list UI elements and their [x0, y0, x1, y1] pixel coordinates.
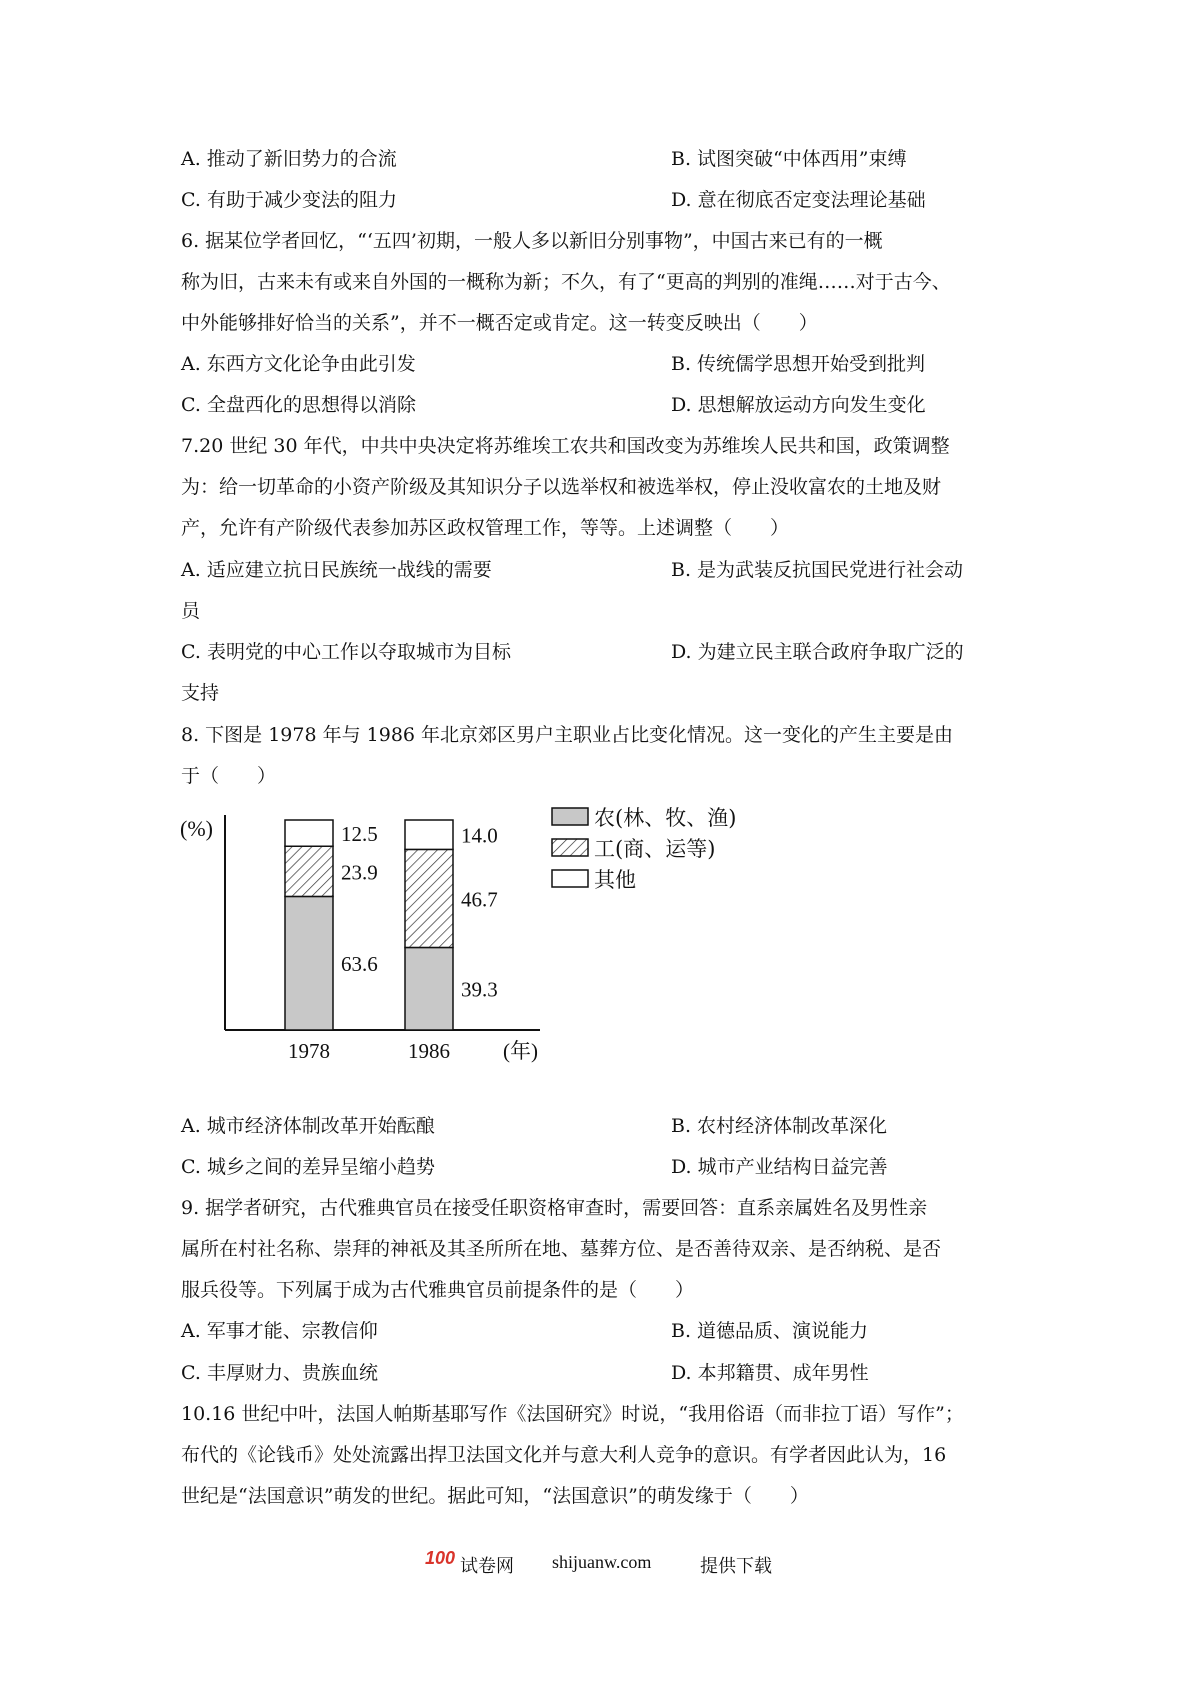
bar-1986-series-0: [405, 947, 453, 1030]
site-logo: 100: [425, 1548, 456, 1568]
q8-stem-line1: 8. 下图是 1978 年与 1986 年北京郊区男户主职业占比变化情况。这一变化的产生主要是由: [181, 724, 954, 746]
q8-stem-line2: 于（ ）: [181, 765, 277, 787]
q9-option-c: C. 丰厚财力、贵族血统: [181, 1362, 378, 1384]
legend-label-2: 其他: [594, 868, 636, 892]
occupation-share-chart: [170, 800, 800, 1070]
bar-1978-series-2: [285, 820, 333, 846]
legend-swatch-0: [552, 808, 588, 825]
value-label-1986-series-2: 14.0: [461, 823, 498, 848]
q5-option-b: B. 试图突破“中体西用”束缚: [671, 148, 907, 170]
q10-stem-line1: 10.16 世纪中叶，法国人帕斯基耶写作《法国研究》时说，“我用俗语（而非拉丁语）写作”；: [181, 1403, 964, 1425]
value-label-1978-series-2: 12.5: [341, 822, 378, 847]
bars-group: [285, 820, 498, 1063]
q7-option-b-continued: 员: [181, 600, 201, 622]
footer-download: 提供下载: [700, 1556, 772, 1576]
q6-stem-line3: 中外能够排好恰当的关系”，并不一概否定或肯定。这一转变反映出（ ）: [181, 312, 818, 334]
bar-1986-series-2: [405, 820, 453, 849]
q10-stem-line3: 世纪是“法国意识”萌发的世纪。据此可知，“法国意识”的萌发缘于（ ）: [181, 1485, 809, 1507]
q6-stem-line2: 称为旧，古来未有或来自外国的一概称为新；不久，有了“更高的判别的准绳……对于古今、: [181, 271, 951, 293]
q8-option-d: D. 城市产业结构日益完善: [671, 1156, 888, 1178]
value-label-1978-series-0: 63.6: [341, 952, 378, 977]
value-label-1986-series-0: 39.3: [461, 977, 498, 1002]
legend-swatch-1: [552, 839, 588, 856]
q9-option-b: B. 道德品质、演说能力: [671, 1320, 869, 1342]
q8-option-c: C. 城乡之间的差异呈缩小趋势: [181, 1156, 435, 1178]
q7-stem-line2: 为：给一切革命的小资产阶级及其知识分子以选举权和被选举权，停止没收富农的土地及财: [181, 476, 942, 498]
q6-option-c: C. 全盘西化的思想得以消除: [181, 394, 416, 416]
footer-url[interactable]: shijuanw.com: [552, 1552, 652, 1572]
q5-option-d: D. 意在彻底否定变法理论基础: [671, 189, 926, 211]
x-axis-label: (年): [503, 1039, 538, 1063]
value-label-1986-series-1: 46.7: [461, 887, 498, 912]
legend: [552, 806, 736, 892]
q9-stem-line3: 服兵役等。下列属于成为古代雅典官员前提条件的是（ ）: [181, 1279, 695, 1301]
legend-label-0: 农(林、牧、渔): [594, 806, 737, 830]
bar-1986-series-1: [405, 849, 453, 947]
q6-option-a: A. 东西方文化论争由此引发: [181, 353, 416, 375]
q6-option-b: B. 传统儒学思想开始受到批判: [671, 353, 926, 375]
bar-1978-series-1: [285, 846, 333, 896]
q7-option-c: C. 表明党的中心工作以夺取城市为目标: [181, 641, 511, 663]
bar-1978-series-0: [285, 896, 333, 1030]
q7-option-a: A. 适应建立抗日民族统一战线的需要: [181, 559, 492, 581]
q7-option-b: B. 是为武装反抗国民党进行社会动: [671, 559, 964, 581]
q7-stem-line1: 7.20 世纪 30 年代，中共中央决定将苏维埃工农共和国改变为苏维埃人民共和国，政策调整: [181, 435, 950, 457]
q5-option-c: C. 有助于减少变法的阻力: [181, 189, 397, 211]
q7-option-d-continued: 支持: [181, 682, 220, 704]
x-tick-label-1978: 1978: [288, 1039, 330, 1063]
q5-option-a: A. 推动了新旧势力的合流: [181, 148, 397, 170]
q8-option-a: A. 城市经济体制改革开始酝酿: [181, 1115, 435, 1137]
q6-stem-line1: 6. 据某位学者回忆，“‘五四’初期，一般人多以新旧分别事物”，中国古来已有的一概: [181, 230, 883, 252]
legend-swatch-2: [552, 870, 588, 887]
q7-stem-line3: 产，允许有产阶级代表参加苏区政权管理工作，等等。上述调整（ ）: [181, 517, 790, 539]
q9-option-d: D. 本邦籍贯、成年男性: [671, 1362, 869, 1384]
q10-stem-line2: 布代的《论钱币》处处流露出捍卫法国文化并与意大利人竞争的意识。有学者因此认为，16: [181, 1444, 947, 1466]
q6-option-d: D. 思想解放运动方向发生变化: [671, 394, 926, 416]
q8-option-b: B. 农村经济体制改革深化: [671, 1115, 888, 1137]
x-tick-label-1986: 1986: [408, 1039, 450, 1063]
q9-stem-line1: 9. 据学者研究，古代雅典官员在接受任职资格审查时，需要回答：直系亲属姓名及男性亲: [181, 1197, 928, 1219]
q9-stem-line2: 属所在村社名称、崇拜的神祇及其圣所所在地、墓葬方位、是否善待双亲、是否纳税、是否: [181, 1238, 942, 1260]
value-label-1978-series-1: 23.9: [341, 860, 378, 885]
legend-label-1: 工(商、运等): [594, 837, 716, 861]
y-axis-label: (%): [180, 816, 213, 841]
footer-site-name: 试卷网: [460, 1556, 514, 1576]
q9-option-a: A. 军事才能、宗教信仰: [181, 1320, 378, 1342]
q7-option-d: D. 为建立民主联合政府争取广泛的: [671, 641, 964, 663]
